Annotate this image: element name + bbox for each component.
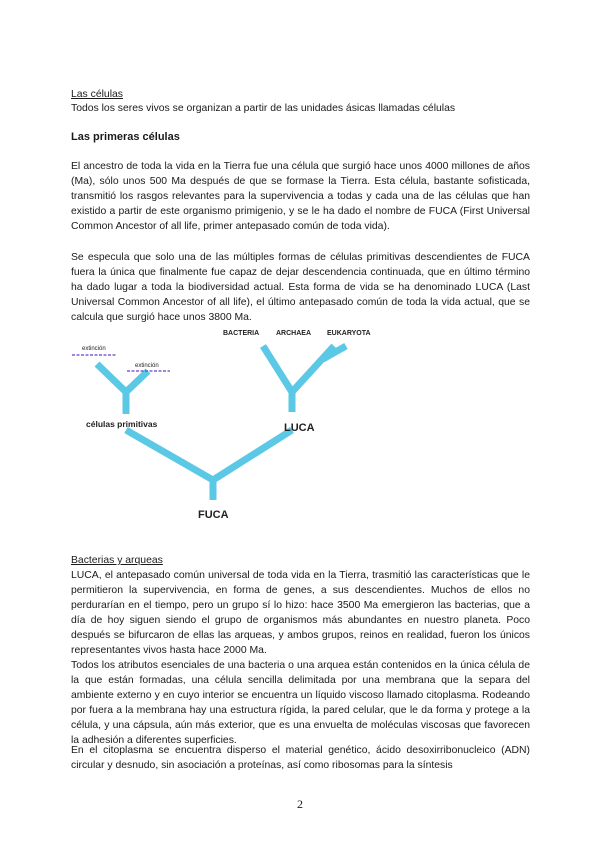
label-eukaryota: EUKARYOTA: [327, 330, 371, 337]
section-heading-primeras-celulas: Las primeras células: [71, 131, 180, 143]
phylogenetic-tree-diagram: [60, 322, 420, 527]
label-luca: LUCA: [284, 422, 315, 434]
label-bacteria: BACTERIA: [223, 330, 260, 337]
primitive-right-branch: [126, 371, 148, 392]
primitive-left-branch: [97, 364, 126, 392]
label-extincion-1: extinción: [82, 346, 106, 352]
label-fuca: FUCA: [198, 509, 229, 521]
label-archaea: ARCHAEA: [276, 330, 311, 337]
section-heading-celulas: Las células: [71, 89, 123, 100]
paragraph-fuca: El ancestro de toda la vida en la Tierra fue una célula que surgió hace unos 4000 millones de años (Ma), sólo unos 500 Ma después de que se formase la Tierra. Esta célula, bastante sofisticada, transmitió los rasgos relevantes para la supervivencia a todas y cada una de las células que han existido a partir de este organismo primigenio, y se le ha dado el nombre de FUCA (First Universal Common Ancestor of all life, primer antepasado común de toda vida).: [71, 161, 530, 232]
intro-text: Todos los seres vivos se organizan a partir de las unidades ásicas llamadas células: [71, 103, 456, 114]
fuca-right-branch: [213, 430, 292, 480]
page-number: 2: [297, 797, 303, 811]
label-celulas-primitivas: células primitivas: [86, 419, 158, 429]
paragraph-atributos: Todos los atributos esenciales de una bacteria o una arquea están contenidos en la única célula de la que están formadas, una célula sencilla delimitada por una membrana que la separa del ambiente externo y en cuyo interior se encuentra un líquido viscoso llamado citoplasma. Rodeando por fuera a la membrana hay una estructura rígida, la pared celular, que le da forma y protege a la célula, y una cápsula, aún más exterior, que es una envuelta de moléculas viscosas que favorecen la adhesión a diferentes superficies.: [71, 660, 530, 746]
paragraph-citoplasma: En el citoplasma se encuentra disperso el material genético, ácido desoxirribonucleico (ADN) circular y desnudo, sin asociación a proteínas, así como ribosomas para la síntesis: [71, 745, 530, 771]
fuca-left-branch: [126, 430, 213, 480]
luca-left-branch: [263, 346, 292, 392]
paragraph-luca: Se especula que solo una de las múltiples formas de células primitivas descendientes de FUCA fuera la única que finalmente fue capaz de dejar descendencia continuada, que en último término ha dado lugar a toda la biodiversidad actual. Esta forma de vida se ha denominado LUCA (Last Universal Common Ancestor of all life), el último antepasado común de toda la vida actual, que se calcula que surgió hace unos 3800 Ma.: [71, 252, 530, 323]
paragraph-bacterias: LUCA, el antepasado común universal de toda vida en la Tierra, trasmitió las características que le permitieron la supervivencia, en forma de genes, a sus descendientes. Muchos de ellos no perdurarían en el tiempo, pero un grupo sí lo hizo: hace 3500 Ma emergieron las bacterias, que a día de hoy siguen siendo el grupo de organismos más abundantes en nuestro planeta. Poco después se bifurcaron de ellas las arqueas, y ambos grupos, reinos en realidad, fueron los únicos representantes vivos hasta hace 2000 Ma.: [71, 570, 530, 656]
section-heading-bacterias: Bacterias y arqueas: [71, 555, 163, 566]
label-extincion-2: extinción: [135, 363, 159, 369]
